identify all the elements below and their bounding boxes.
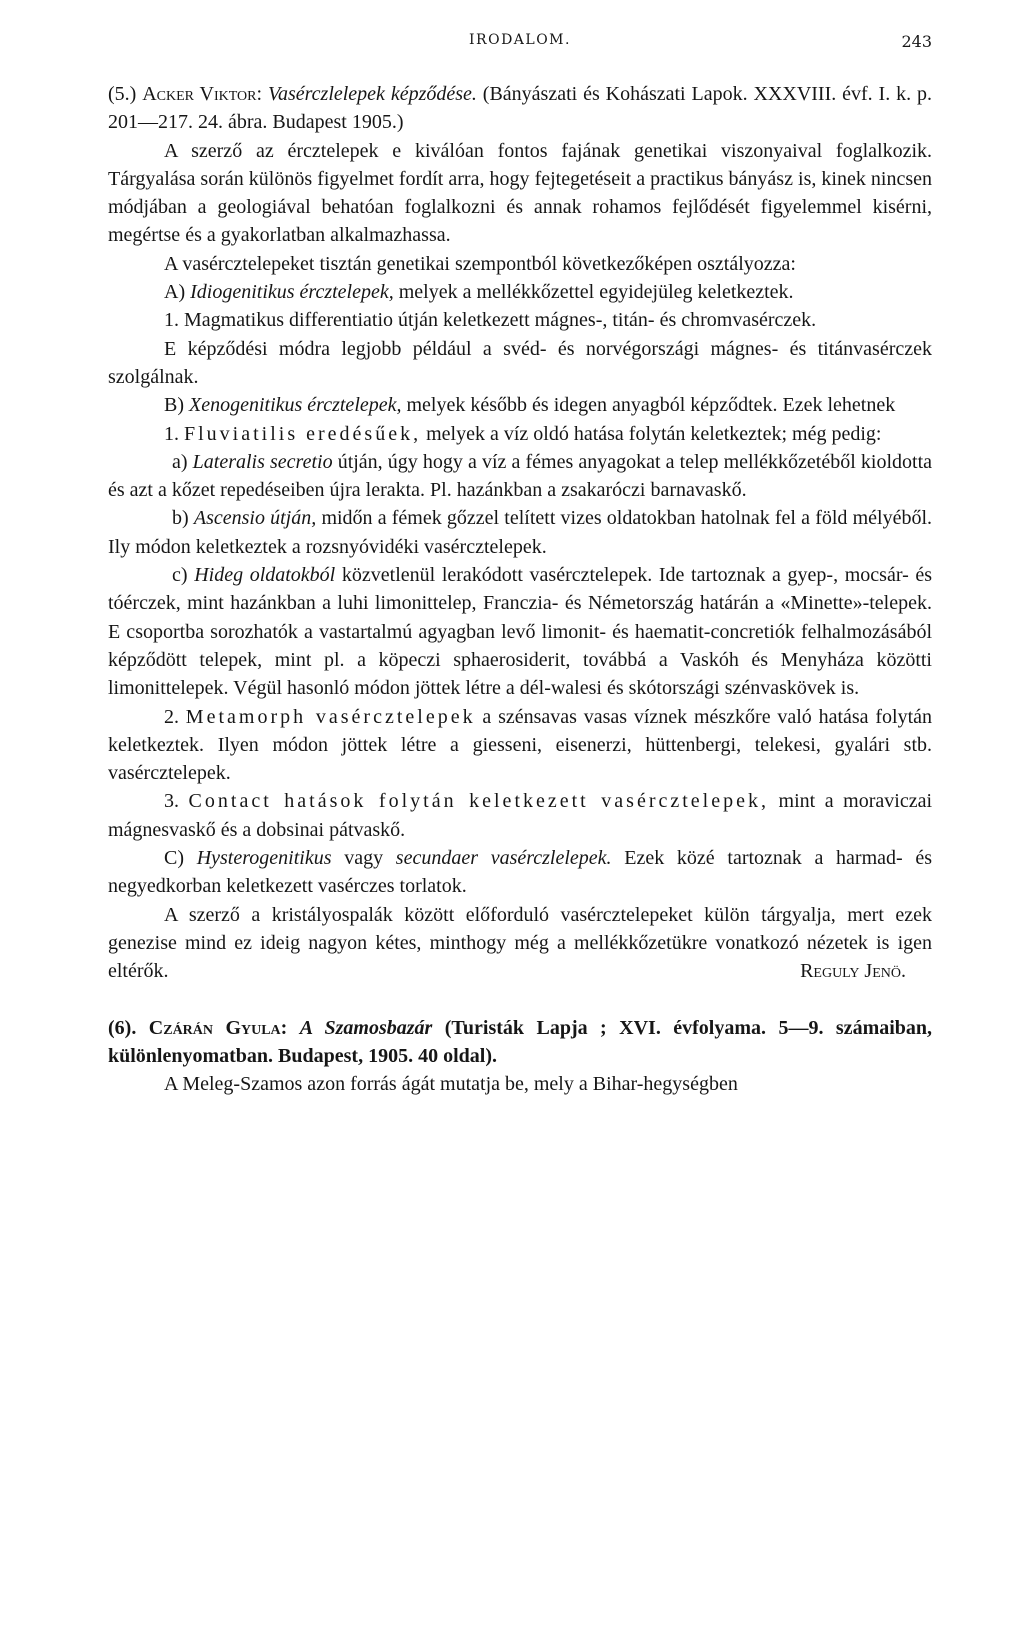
page-number: 243 <box>901 32 932 51</box>
term: Xenogenitikus ércztelepek, <box>189 394 402 417</box>
class-c-item <box>108 844 932 901</box>
class-bb-item <box>108 504 932 561</box>
paragraph: 1. Magmatikus differentiatio útján keletkezett mágnes-, titán- és chromvasérczek. <box>164 309 817 332</box>
list-label: a) <box>172 450 188 473</box>
list-text: melyek a víz oldó hatása folytán keletkeztek; még pedig: <box>426 422 882 445</box>
paragraph: A Meleg-Szamos azon forrás ágát mutatja be, mely a Bihar-hegységben <box>164 1073 738 1096</box>
term: Metamorph vasércztelepek <box>185 705 476 728</box>
paragraph: A szerző az ércztelepek e kiválóan fontos fajának genetikai viszonyaival foglalkozik. Tárgyalása során különös figyelmet fordít arra, hogy fejtegetéseit a practikus bányász is, kinek nincsen módjában a geologiával behatóan foglalkozni és annak rohamos fejlődését figyelemmel kisérni, megértse és a gyakorlatban alkalmazhassa. <box>108 139 932 247</box>
running-title: IRODALOM. <box>469 32 571 48</box>
article-body <box>108 80 932 1098</box>
list-label: b) <box>172 507 189 530</box>
class-b-item <box>108 391 932 419</box>
list-label: c) <box>172 564 188 587</box>
entry-source: (Turisták Lapja ; XVI. évfolyama. 5—9. számaiban, különlenyomatban. Budapest, 1905. 40 oldal). <box>108 1016 933 1067</box>
list-text: közvetlenül lerakódott vasércztelepek. Ide tartoznak a gyep-, mocsár- és tóérczek, mint hazánkban a luhi limonittelep, Franczia- és Németország határán a «Minette»-telepek. E csoportba sorozhatók a vastartalmú agyagban levő limonit- és haematit-concretiók felhalmozásából képződött telepek, mint pl. a köpeczi sphaerosiderit, továbbá a Vaskóh és Menyháza közötti limonittelepek. Végül hasonló módon jöttek létre a dél-walesi és skótországi szénvaskövek is. <box>108 564 933 700</box>
list-label: B) <box>164 394 184 417</box>
closing-paragraph <box>108 901 932 986</box>
list-text: melyek később és idegen anyagból képződtek. Ezek lehetnek <box>406 394 896 417</box>
term: Contact hatások folytán keletkezett vasércztelepek, <box>188 790 769 813</box>
class-ba-item <box>108 448 932 505</box>
list-label: A) <box>164 281 186 304</box>
list-text: Ezek közé tartoznak a harmad- és negyedkorban keletkezett vasérczes torlatok. <box>108 847 933 898</box>
running-header <box>108 32 932 56</box>
class-a-item <box>108 278 932 306</box>
entry-number: (6). <box>108 1016 137 1039</box>
term: secundaer vasérczlelepek. <box>395 847 612 870</box>
term: Idiogenitikus ércztelepek, <box>190 281 394 304</box>
term: Hideg oldatokból <box>194 564 336 587</box>
entry-5-heading <box>108 80 932 137</box>
entry-author: Czárán Gyula: <box>148 1016 288 1039</box>
list-text: midőn a fémek gőzzel telített vizes oldatokban hatolnak fel a föld mélyéből. Ily módon keletkeztek a rozsnyóvidéki vasércztelepek. <box>108 507 933 558</box>
entry-6-heading <box>108 1014 932 1071</box>
class-bc-item <box>108 561 932 702</box>
list-label: 3. <box>164 790 179 813</box>
list-label: 2. <box>164 705 179 728</box>
entry-source: (Bányászati és Kohászati Lapok. XXXVIII. évf. I. k. p. 201—217. 24. ábra. Budapest 1905.) <box>108 83 932 134</box>
paragraph-text: A szerző a kristályospalák között előforduló vasércztelepeket külön tárgyalja, mert ezek genezise mind ez ideig nagyon kétes, minthogy még a mellékkőzetükre vonatkozó nézetek is igen eltérők. <box>108 903 932 983</box>
term: Fluviatilis eredésűek, <box>184 422 422 445</box>
entry-title: Vasérczlelepek képződése. <box>267 83 477 105</box>
class-b2-item <box>108 703 932 788</box>
term: Lateralis secretio <box>192 450 333 473</box>
list-text: a szénsavas vasas víznek mészkőre való hatása folytán keletkeztek. Ilyen módon jöttek létre a giesseni, eisenerzi, hüttenbergi, telekesi, gyalári stb. vasércztelepek. <box>108 705 933 785</box>
list-text: vagy <box>344 847 384 870</box>
entry-number: (5.) <box>108 83 137 105</box>
term: Ascensio útján, <box>193 507 317 530</box>
paragraph: A vasércztelepeket tisztán genetikai szempontból következőképen osztályozza: <box>164 252 796 275</box>
list-text: melyek a mellékkőzettel egyidejüleg keletkeztek. <box>398 281 794 304</box>
list-label: 1. <box>164 422 179 445</box>
list-label: C) <box>164 847 184 870</box>
paragraph: E képződési módra legjobb például a svéd- és norvégországi mágnes- és titánvasérczek szolgálnak. <box>108 337 932 388</box>
entry-title: A Szamosbazár <box>299 1016 433 1039</box>
list-text: útján, úgy hogy a víz a fémes anyagokat a telep mellékkőzetéből kioldotta és azt a kőzet repedéseiben újra lerakta. Pl. hazánkban a zsakaróczi barnavaskő. <box>108 450 933 502</box>
class-b1-item <box>108 420 932 448</box>
class-b3-item <box>108 787 932 844</box>
entry-author: Acker Viktor: <box>142 83 263 105</box>
term: Hysterogenitikus <box>196 847 332 870</box>
reviewer-signature: Reguly Jenö. <box>800 960 906 983</box>
list-text: mint a moraviczai mágnesvaskő és a dobsinai pátvaskő. <box>108 790 933 841</box>
